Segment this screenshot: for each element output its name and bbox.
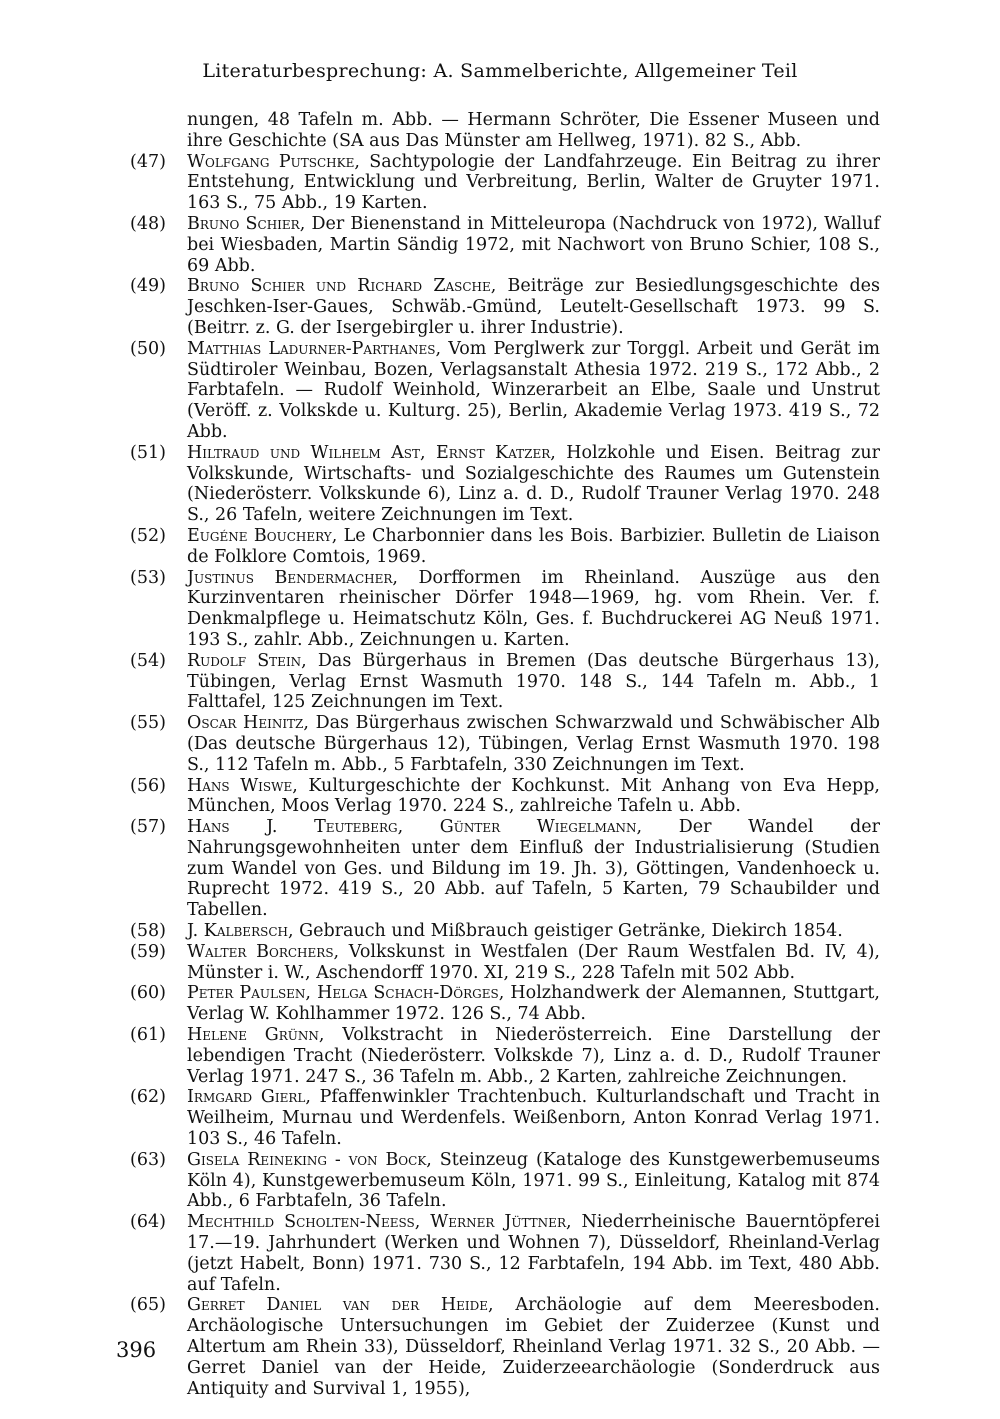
bibliography-entry	[130, 1087, 880, 1149]
entry-text: Vom Perglwerk zur Torggl. Arbeit und Gerät im Südtiroler Weinbau, Bozen, Verlagsanstalt Athesia 1972. 219 S., 172 Abb., 2 Farbtafeln. — Rudolf Weinhold, Winzerarbeit an Elbe, Saale und Unstrut (Veröff. z. Volkskde u. Kulturg. 25), Berlin, Akademie Verlag 1973. 419 S., 72 Abb.	[187, 338, 880, 442]
bibliography-entry	[130, 1025, 880, 1087]
entry-number: (63)	[130, 1149, 166, 1170]
bibliography-entry	[130, 214, 880, 276]
bibliography-entry	[130, 942, 880, 984]
bibliography-entry	[130, 1295, 880, 1399]
entry-author: J. Kalbersch,	[187, 921, 294, 942]
bibliography-entry	[130, 526, 880, 568]
bibliography-entry	[130, 339, 880, 443]
entry-author: Bruno Schier und Richard Zasche,	[187, 276, 497, 297]
entry-number: (49)	[130, 276, 166, 297]
entry-text: Das Bürgerhaus in Bremen (Das deutsche Bürgerhaus 13), Tübingen, Verlag Ernst Wasmuth 1970. 148 S., 144 Tafeln m. Abb., 1 Falttafel, 125 Zeichnungen im Text.	[187, 650, 880, 713]
bibliography-entry	[130, 921, 880, 942]
entry-number: (59)	[130, 941, 166, 962]
bibliography-entry	[130, 152, 880, 214]
entry-text: Beiträge zur Besiedlungsgeschichte des Jeschken-Iser-Gaues, Schwäb.-Gmünd, Leutelt-Gesellschaft 1973. 99 S. (Beitrr. z. G. der Isergebirgler u. ihrer Industrie).	[187, 276, 880, 338]
entry-author: Gerret Daniel van der Heide,	[187, 1295, 494, 1316]
entry-number: (48)	[130, 213, 166, 234]
entry-text: Gebrauch und Mißbrauch geistiger Getränke, Diekirch 1854.	[293, 921, 843, 942]
entry-number: (62)	[130, 1087, 166, 1108]
entry-author: Matthias Ladurner-Parthanes,	[187, 338, 442, 359]
bibliography-entry	[130, 776, 880, 818]
entry-text: Niederrheinische Bauerntöpferei 17.—19. Jahrhundert (Werken und Wohnen 7), Düsseldorf, Rheinland-Verlag (jetzt Habelt, Bonn) 1971. 730 S., 12 Farbtafeln, 194 Abb. im Text, 480 Abb. auf Tafeln.	[187, 1212, 880, 1295]
entry-number: (55)	[130, 713, 166, 734]
entry-text: Der Bienenstand in Mitteleuropa (Nachdruck von 1972), Walluf bei Wiesbaden, Martin Sändig 1972, mit Nachwort von Bruno Schier, 108 S., 69 Abb.	[187, 213, 880, 276]
running-header: Literaturbesprechung: A. Sammelberichte, Allgemeiner Teil	[202, 60, 798, 82]
entry-number: (52)	[130, 525, 166, 546]
entry-number: (50)	[130, 338, 166, 359]
entry-text: Kulturgeschichte der Kochkunst. Mit Anhang von Eva Hepp, München, Moos Verlag 1970. 224 S., zahlreiche Tafeln u. Abb.	[187, 775, 880, 817]
entry-author: Hans J. Teuteberg, Günter Wiegelmann,	[187, 817, 643, 838]
entry-text: Sachtypologie der Landfahrzeuge. Ein Beitrag zu ihrer Entstehung, Entwicklung und Verbreitung, Berlin, Walter de Gruyter 1971. 163 S., 75 Abb., 19 Karten.	[187, 151, 880, 214]
entry-author: Bruno Schier,	[187, 213, 306, 234]
bibliography-entry	[130, 1150, 880, 1212]
entry-text: Dorfformen im Rheinland. Auszüge aus den Kurzinventaren rheinischer Dörfer 1948—1969, hg. vom Rhein. Ver. f. Denkmalpflege u. Heimatschutz Köln, Ges. f. Buchdruckerei AG Neuß 1971. 193 S., zahlr. Abb., Zeichnungen u. Karten.	[187, 567, 880, 650]
entry-text: Der Wandel der Nahrungsgewohnheiten unter dem Einfluß der Industrialisierung (Studien zum Wandel von Ges. und Bildung im 19. Jh. 3), Göttingen, Vandenhoeck u. Ruprecht 1972. 419 S., 20 Abb. auf Tafeln, 5 Karten, 79 Schaubilder und Tabellen.	[187, 817, 880, 921]
entry-number: (65)	[130, 1295, 166, 1316]
entry-author: Helene Grünn,	[187, 1025, 325, 1046]
entry-number: (58)	[130, 921, 166, 942]
entry-text: Pfaffenwinkler Trachtenbuch. Kulturlandschaft und Tracht in Weilheim, Murnau und Werdenfels. Weißenborn, Anton Konrad Verlag 1971. 103 S., 46 Tafeln.	[187, 1087, 880, 1150]
entry-number: (61)	[130, 1025, 166, 1046]
entry-text: Volkskunst in Westfalen (Der Raum Westfalen Bd. IV, 4), Münster i. W., Aschendorff 1970. XI, 219 S., 228 Tafeln mit 502 Abb.	[187, 941, 880, 983]
entry-number: (53)	[130, 567, 166, 588]
entry-author: Irmgard Gierl,	[187, 1087, 311, 1108]
bibliography-entry	[130, 817, 880, 921]
entry-author: Walter Borchers,	[187, 941, 340, 962]
bibliography-entry	[130, 651, 880, 713]
entry-number: (47)	[130, 151, 166, 172]
entry-number: (51)	[130, 442, 166, 463]
entry-text: Holzhandwerk der Alemannen, Stuttgart, Verlag W. Kohlhammer 1972. 126 S., 74 Abb.	[187, 983, 880, 1025]
bibliography-list	[130, 110, 880, 1399]
bibliography-entry	[130, 713, 880, 775]
entry-number: (54)	[130, 650, 166, 671]
entry-author: Oscar Heinitz,	[187, 713, 309, 734]
entry-text: Le Charbonnier dans les Bois. Barbizier. Bulletin de Liaison de Folklore Comtois, 1969.	[187, 525, 880, 567]
entry-author: Rudolf Stein,	[187, 650, 307, 671]
page-number: 396	[116, 1338, 157, 1362]
entry-number: (56)	[130, 775, 166, 796]
entry-text: nungen, 48 Tafeln m. Abb. — Hermann Schröter, Die Essener Museen und ihre Geschichte (SA aus Das Münster am Hellweg, 1971). 82 S., Abb.	[187, 110, 880, 151]
entry-number: (60)	[130, 983, 166, 1004]
entry-author: Justinus Bendermacher,	[187, 567, 398, 588]
entry-author: Wolfgang Putschke,	[187, 151, 360, 172]
bibliography-entry	[130, 1212, 880, 1295]
entry-text: Archäologie auf dem Meeresboden. Archäologische Untersuchungen im Gebiet der Zuiderzee (Kunst und Altertum am Rhein 33), Düsseldorf, Rheinland Verlag 1971. 32 S., 20 Abb. — Gerret Daniel van der Heide, Zuiderzeearchäologie (Sonderdruck aus Antiquity and Survival 1, 1955),	[187, 1295, 880, 1399]
entry-text: Volkstracht in Niederösterreich. Eine Darstellung der lebendigen Tracht (Niederösterr. Volkskde 7), Linz a. d. D., Rudolf Trauner Verlag 1971. 247 S., 36 Tafeln m. Abb., 2 Karten, zahlreiche Zeichnungen.	[187, 1025, 880, 1087]
entry-author: Gisela Reineking - von Bock,	[187, 1149, 432, 1170]
entry-author: Hans Wiswe,	[187, 775, 298, 796]
entry-text: Das Bürgerhaus zwischen Schwarzwald und Schwäbischer Alb (Das deutsche Bürgerhaus 12), Tübingen, Verlag Ernst Wasmuth 1970. 198 S., 112 Tafeln m. Abb., 5 Farbtafeln, 330 Zeichnungen im Text.	[187, 713, 881, 775]
entry-text: Steinzeug (Kataloge des Kunstgewerbemuseums Köln 4), Kunstgewerbemuseum Köln, 1971. 99 S., Einleitung, Katalog mit 874 Abb., 6 Farbtafeln, 36 Tafeln.	[187, 1149, 880, 1212]
entry-number: (64)	[130, 1212, 166, 1233]
entry-number: (57)	[130, 817, 166, 838]
bibliography-entry	[130, 568, 880, 651]
bibliography-entry	[130, 110, 880, 152]
bibliography-entry	[130, 983, 880, 1025]
bibliography-entry	[130, 276, 880, 338]
entry-author: Eugéne Bouchery,	[187, 525, 338, 546]
entry-text: Holzkohle und Eisen. Beitrag zur Volkskunde, Wirtschafts- und Sozialgeschichte des Raumes um Gutenstein (Niederösterr. Volkskunde 6), Linz a. d. D., Rudolf Trauner Verlag 1970. 248 S., 26 Tafeln, weitere Zeichnungen im Text.	[187, 442, 880, 526]
entry-author: Hiltraud und Wilhelm Ast, Ernst Katzer,	[187, 442, 556, 463]
entry-author: Mechthild Scholten-Neess, Werner Jüttner,	[187, 1212, 572, 1233]
entry-author: Peter Paulsen, Helga Schach-Dörges,	[187, 983, 505, 1004]
bibliography-entry	[130, 443, 880, 526]
